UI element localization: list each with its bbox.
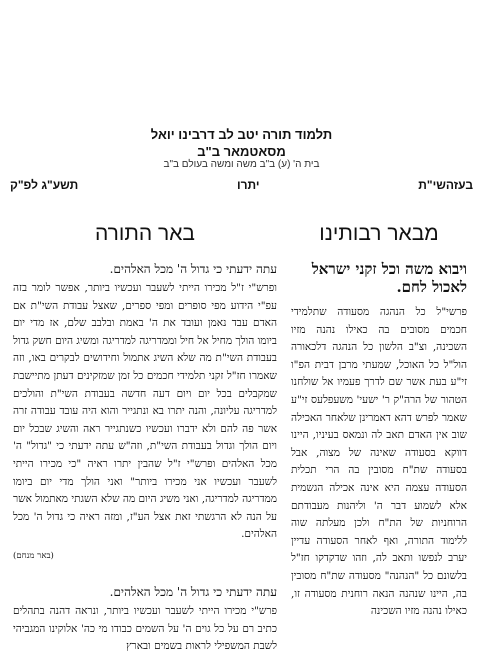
header-subtitle: מסאטמאר ב"ב [197, 144, 286, 159]
document-header [0, 126, 483, 168]
left-column-text-1: ופרש"י ז"ל מכירו הייתי לשעבר ועכשיו ביותר, אפשר לומר בזה עפ"י הידוע מפי סופרים ומפי ספרים, שאצל עבודת השי"ת אם האדם עבד נאמן ועובד את ה' באמת ובלבב שלם, אז מדי יום ביומו הולך מחיל אל חיל וממדריגה למדריגה ומשיג היום חשק גדול בעבודת השי"ת מה שלא השיג אתמול וחידושים לבקרים באו, וזה שאמרו חז"ל זקני תלמידי חכמים כל זמן שמזקינים דעתן מתיישבת שמקבלים בכל יום ויום דעה חדשה בעבודת השי"ת והולכים למדריגה עליונה, והנה יתרו בא ונתגייר והוא היה עובד עבודה זרה אשר פה להם ולא ידברו ועכשיו כשנתגייר ראה והשיג שבכל יום ויום הולך וגדול בעבודת השי"ת, וזה"ש עתה ידעתי כי "גדול" ה' מכל האלהים ופרש"י ז"ל שהבין יתרו ראיה "כי מכירו הייתי לשעבר ועכשיו אני מכירו ביותר" ואני הולך מדי יום ביומו ממדריגה למדריגה, ואני משיג היום מה שלא השגתי מאתמול אשר על הנה לא הרגשתי זאת אצל הע"ז, ומזה ראיה כי גדול ה' מכל האלהים. [13, 282, 277, 541]
right-column-title: מבאר רבותינו [319, 222, 439, 245]
meta-bar [10, 176, 473, 194]
left-column-verse-2: עתה ידעתי כי גדול ה' מכל האלהים. [109, 584, 277, 599]
left-column-text-2: פרש"י מכירו הייתי לשעבר ועכשיו ביותר, ונראה דהנה בתהלים כתיב רם על כל גוים ה' על השמים כבודו מי כה' אלוקינו המגביהי לשבת המשפילי לראות בשמים ובארץ [13, 604, 277, 653]
left-column-verse-1: עתה ידעתי כי גדול ה' מכל האלהים. [109, 262, 277, 276]
year: תשע"ג לפ"ק [10, 178, 79, 192]
left-column-title: באר התורה [95, 222, 195, 245]
source-citation: (באר מנחם) [13, 550, 54, 561]
right-column-text: פרשי"ל כל הנהגה מסעודה שתלמידי חכמים מסובים בה כאילו נהנה מזיו השכינה, וצ"ב הלשון כל הנהגה דלכאורה הול"ל כל האוכל, שמעתי מרבן דבית הפ"ו זי"ע בעת אשר שם לדרך פעמיו אל שולחנו הטהור של הרה"ק ר' ישעי' משעפלעס זי"ע שאמר לפרש דהא דאמרינן שלאחר האכילה שוב אין האדם תאב לה ונמאס בעיניו, היינו דווקא בסעודה שאינה של מצוה, אבל בסעודה שת"ח מסובין בה הרי תכלית הסעודה עצמה היא אינה אכילה הגשמית אלא לשמוע דבר ה' וליהנות מעבודתם הרוחניות של הת"ח ולכן מעלתה שוה ללימוד התורה, ואף לאחר הסעודה עדיין יערב לנפשו ותאב לה, וזהו שדקדקו חז"ל בלשונם כל "הנהנה" מסעודה שת"ח מסובין בה, היינו שנהנה הנאה רוחנית מסעודה זו, כאילו נהנה מזיו השכינה [291, 306, 467, 618]
meta-right: בעזהשי"ת [418, 178, 473, 192]
parsha-name: יתרו [236, 178, 260, 192]
right-column [291, 222, 467, 618]
header-cut-line: בית ה' (ע) ב"ב משה ומשה בעולם ב"ב [163, 159, 320, 170]
header-title: תלמוד תורה יטב לב דרבינו יואל [150, 127, 333, 142]
left-column [13, 222, 277, 653]
right-column-verse: ויבוא משה וכל זקני ישראל לאכול לחם. [311, 260, 467, 296]
